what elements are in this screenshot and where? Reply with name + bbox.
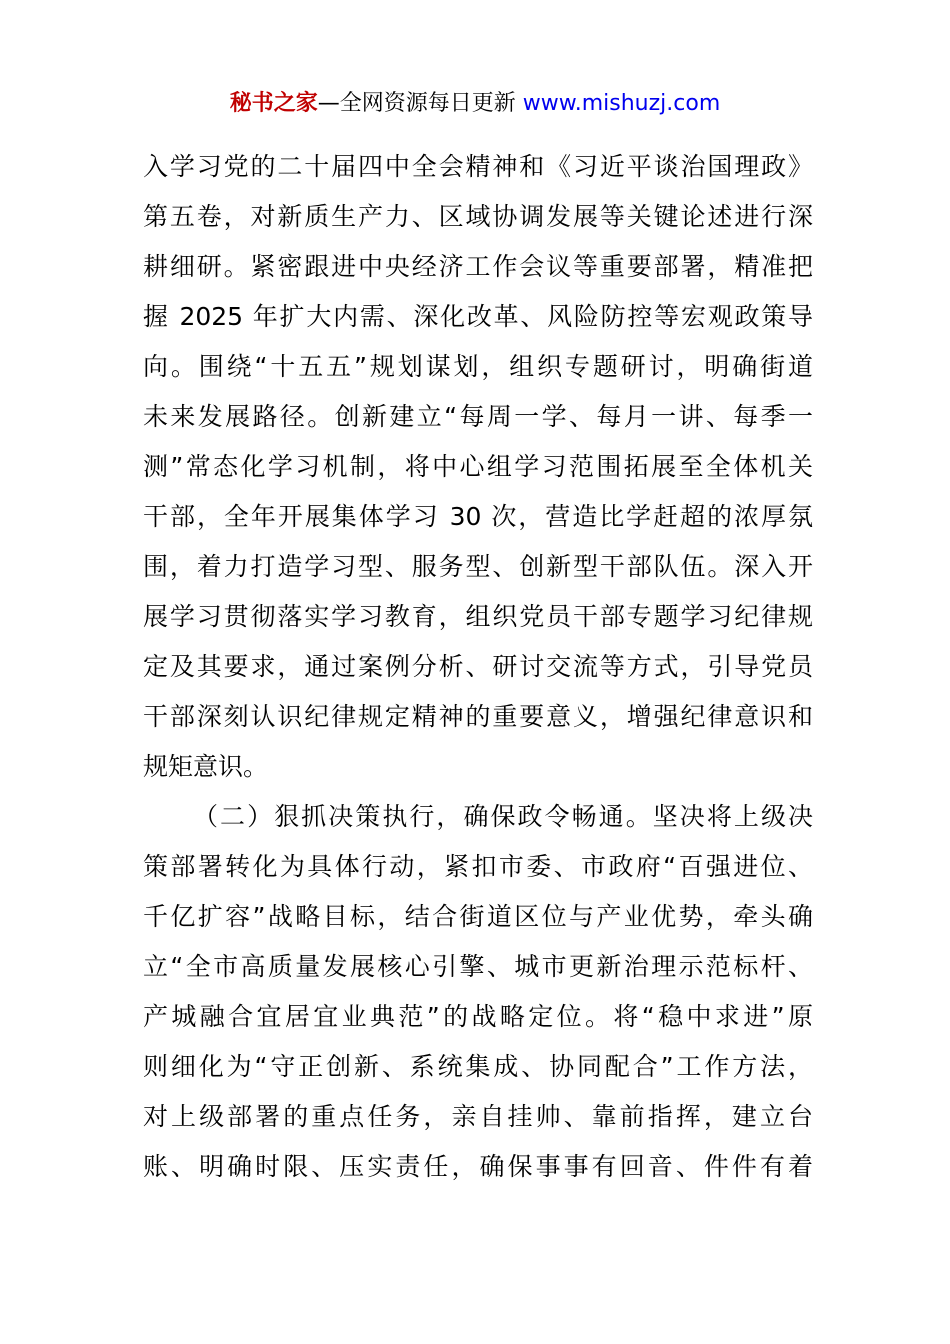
document-body: [143, 142, 813, 1192]
body-line: 第五卷，对新质生产力、区域协调发展等关键论述进行深: [143, 202, 813, 231]
header-tagline: 全网资源每日更新: [339, 91, 516, 116]
body-line: 产城融合宜居宜业典范”的战略定位。将“稳中求进”原: [143, 1002, 813, 1031]
body-line: 干部，全年开展集体学习 30 次，营造比学赶超的浓厚氛: [143, 502, 813, 531]
body-line: 握 2025 年扩大内需、深化改革、风险防控等宏观政策导: [143, 302, 813, 331]
site-header: [0, 86, 950, 122]
body-line: 对上级部署的重点任务，亲自挂帅、靠前指挥，建立台: [143, 1102, 813, 1131]
body-line: 策部署转化为具体行动，紧扣市委、市政府“百强进位、: [143, 852, 813, 881]
header-dash: —: [317, 91, 340, 116]
body-line: 未来发展路径。创新建立“每周一学、每月一讲、每季一: [143, 402, 813, 431]
body-line: 定及其要求，通过案例分析、研讨交流等方式，引导党员: [143, 652, 813, 681]
body-line: 则细化为“守正创新、系统集成、协同配合”工作方法，: [143, 1052, 813, 1081]
body-line: 规矩意识。: [143, 752, 269, 781]
body-line: 入学习党的二十届四中全会精神和《习近平谈治国理政》: [143, 152, 813, 181]
brand-name: 秘书之家: [229, 91, 318, 116]
body-line: 千亿扩容”战略目标，结合街道区位与产业优势，牵头确: [143, 902, 813, 931]
body-line: 耕细研。紧密跟进中央经济工作会议等重要部署，精准把: [143, 252, 813, 281]
body-line: 展学习贯彻落实学习教育，组织党员干部专题学习纪律规: [143, 602, 813, 631]
section-heading-line: （二）狠抓决策执行，确保政令畅通。坚决将上级决: [193, 802, 813, 831]
body-line: 测”常态化学习机制，将中心组学习范围拓展至全体机关: [143, 452, 813, 481]
body-line: 账、明确时限、压实责任，确保事事有回音、件件有着: [143, 1152, 813, 1181]
body-line: 向。围绕“十五五”规划谋划，组织专题研讨，明确街道: [143, 352, 813, 381]
body-line: 立“全市高质量发展核心引擎、城市更新治理示范标杆、: [143, 952, 813, 981]
body-line: 干部深刻认识纪律规定精神的重要意义，增强纪律意识和: [143, 702, 813, 731]
site-url-link[interactable]: www.mishuzj.com: [522, 91, 721, 116]
body-line: 围，着力打造学习型、服务型、创新型干部队伍。深入开: [143, 552, 813, 581]
